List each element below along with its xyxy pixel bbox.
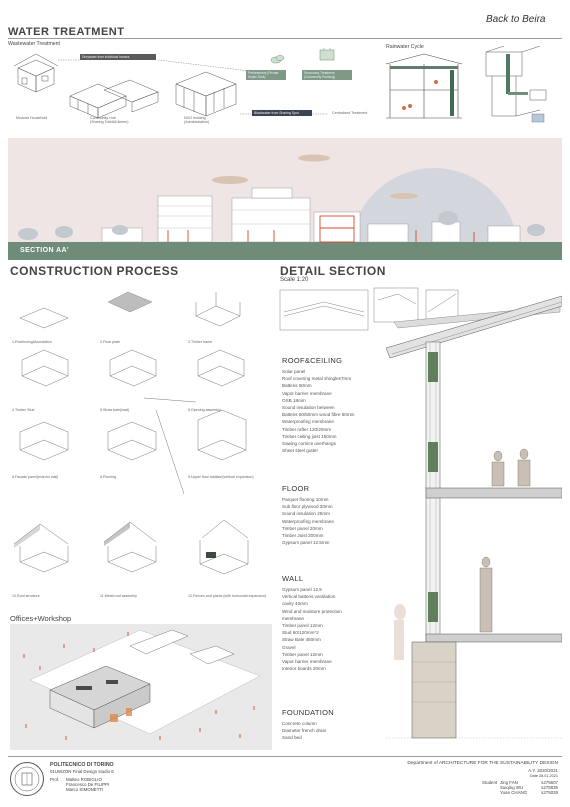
flow-greywater: Greywater from individual houses <box>80 54 156 60</box>
floor-item: Timber panel 20mm <box>282 525 323 531</box>
roof-items <box>282 368 355 454</box>
student-id: s275935 <box>541 785 558 790</box>
roof-item: Battens 50mm <box>282 383 312 389</box>
footer-department: Department of ARCHITECTURE FOR THE SUSTAINABILITY DESIGN <box>407 761 558 766</box>
floor-item: Timber Joist 200mm <box>282 533 324 539</box>
rainwater-section-drawing <box>384 50 464 122</box>
detail-scale: Scale 1:20 <box>280 277 309 283</box>
floor-heading: FLOOR <box>282 484 310 493</box>
student-id: s275028 <box>541 790 558 795</box>
community-hub-label: Community Hub (Sharing Toilet&Kitchen) <box>90 116 129 124</box>
roof-heading: ROOF&CEILING <box>282 356 343 365</box>
footer-student-label: Student <box>482 780 498 785</box>
rainwater-cycle-label: Rainwater Cycle <box>386 44 424 50</box>
university-seal <box>10 762 44 796</box>
header-divider <box>8 38 562 39</box>
flow-pretreatment: Pretreatment (Private Septic Tank) <box>246 70 286 80</box>
roof-item: Solar panel <box>282 369 306 374</box>
page-title: WATER TREATMENT <box>8 26 125 38</box>
rainwater-storage-drawing <box>470 46 562 126</box>
roof-item: Timber ceiling joist 150mm <box>282 433 337 439</box>
construction-drawings <box>10 280 270 610</box>
footer-prof-label: Prof. <box>50 777 60 782</box>
wall-item: Vertical battens ventilation <box>282 594 336 600</box>
flow-secondary: Secondary Treatment (Community Farming) <box>302 70 352 80</box>
step-6-label: 6.Opening assembly <box>188 408 221 412</box>
wall-item: Vapor barrier membrane <box>282 659 332 665</box>
floor-item: Sound insulation 25mm <box>282 511 331 517</box>
step-9-label: 9.Upper floor addition(vertical expansion) <box>188 475 254 479</box>
roof-item: OSB 18mm <box>282 397 306 403</box>
student-name: Jing FAN <box>500 780 518 785</box>
community-hub-drawing <box>70 80 158 118</box>
floor-items <box>282 496 334 546</box>
section-label: SECTION AA' <box>20 247 69 254</box>
roof-item: Battens 50/50mm wood fibre 50mm <box>282 412 355 418</box>
step-2-label: 2.Floor plate <box>100 340 120 344</box>
detail-list <box>282 356 382 746</box>
step-3-label: 3.Timber frame <box>188 340 213 344</box>
foundation-item: Concrete column <box>282 721 317 726</box>
section-drawing <box>8 138 562 260</box>
wall-item: Timber panel 12mm <box>282 623 323 629</box>
footer-year: A.Y. 2020/2021 <box>528 768 558 773</box>
workshop-panel <box>10 624 272 750</box>
roof-item: Sheet steel gutter <box>282 448 319 454</box>
roof-item: Waterproofing membrane <box>282 419 334 425</box>
step-4-label: 4.Timber Stud <box>12 408 35 412</box>
step-5-label: 5.Straw bale(load) <box>100 408 130 412</box>
footer-profs <box>66 777 109 792</box>
construction-title: CONSTRUCTION PROCESS <box>10 264 179 278</box>
wall-item: cavity 40mm <box>282 601 308 607</box>
footer-date: Date 28.01.2021 <box>529 774 558 778</box>
footer-students <box>500 780 558 795</box>
wall-items <box>282 586 342 672</box>
ground-band <box>8 242 562 260</box>
step-8-label: 8.Flooring <box>100 475 116 479</box>
flow-centralized: Centralized Treatment <box>332 111 368 115</box>
roof-item: Vapor barrier membrane <box>282 390 332 396</box>
footer-course: 01UWZON Final Design studio E <box>50 769 115 774</box>
student-name: Yuan CHANG <box>500 790 528 795</box>
foundation-item: Diameter french drain <box>282 728 327 734</box>
foundation-item: Sand bed <box>282 735 302 741</box>
workshop-title: Offices+Workshop <box>10 614 72 623</box>
construction-grid <box>10 280 270 610</box>
student-name: Suiqing WU <box>500 785 524 790</box>
step-10-label: 10.Roof structure <box>12 594 40 598</box>
roof-item: Roof covering metal shingles7mm <box>282 376 352 382</box>
detail-section-drawing <box>386 292 562 744</box>
foundation-heading: FOUNDATION <box>282 708 335 717</box>
back-to-beira-link[interactable]: Back to Beira <box>486 14 546 25</box>
floor-item: Sub floor plywood 30mm <box>282 504 333 510</box>
wall-item: Stud 60/120mm*2 <box>282 630 319 636</box>
wall-item: Wind and moisture protection <box>282 608 342 614</box>
detail-title: DETAIL SECTION <box>280 264 386 278</box>
roof-item: Timber rafter 120/20mm <box>282 426 332 432</box>
wall-item: Gypsum panel 12.5 <box>282 587 322 592</box>
student-id: s275607 <box>541 780 558 785</box>
floor-item: Parquet flooring 10mm <box>282 497 329 502</box>
wastewater-diagram <box>8 48 378 132</box>
workshop-drawing <box>10 624 272 750</box>
wall-item: Interior boards 20mm <box>282 666 326 672</box>
floor-item: Waterproofing membrane <box>282 518 334 524</box>
step-12-label: 12.Fences and plants (with horizontal expansion) <box>188 594 267 598</box>
household-drawing <box>14 54 58 92</box>
ngo-drawing <box>176 72 236 116</box>
step-7-label: 8.Facade panel(exterior wall) <box>12 475 59 479</box>
wall-item: Gravel <box>282 644 296 650</box>
step-11-label: 11.Metal roof assembly <box>100 594 137 598</box>
roof-item: Sound insulation between <box>282 405 335 411</box>
foundation-items <box>282 720 326 742</box>
wall-item: Timber panel 12mm <box>282 651 323 657</box>
wall-item: Straw Bale 450mm <box>282 637 321 643</box>
footer-university: POLITECNICO DI TORINO <box>50 762 114 768</box>
wall-item: membrane <box>282 615 304 621</box>
prof-name: Matteo ROBIGLIO <box>66 777 102 782</box>
step-1-label: 1.Positioning&foundation <box>12 340 52 344</box>
flow-blackwater: Blackwater from Sharing Spot <box>252 110 312 116</box>
floor-item: Gypsum panel 12.5mm <box>282 540 330 546</box>
prof-name: Francesco De FILIPPI <box>66 782 110 787</box>
roof-item: Sawing cornice overhangs <box>282 441 336 447</box>
footer-divider <box>8 756 562 757</box>
student-row <box>500 790 558 795</box>
prof-name: Marco SIMONETTI <box>66 787 104 792</box>
wall-heading: WALL <box>282 574 304 583</box>
section-aa-panel <box>8 138 562 260</box>
page-subtitle: Wastewater Treatment <box>8 41 60 47</box>
ngo-label: NGO building (Administration) <box>184 116 210 124</box>
modular-household-label: Modular Household <box>16 116 48 120</box>
